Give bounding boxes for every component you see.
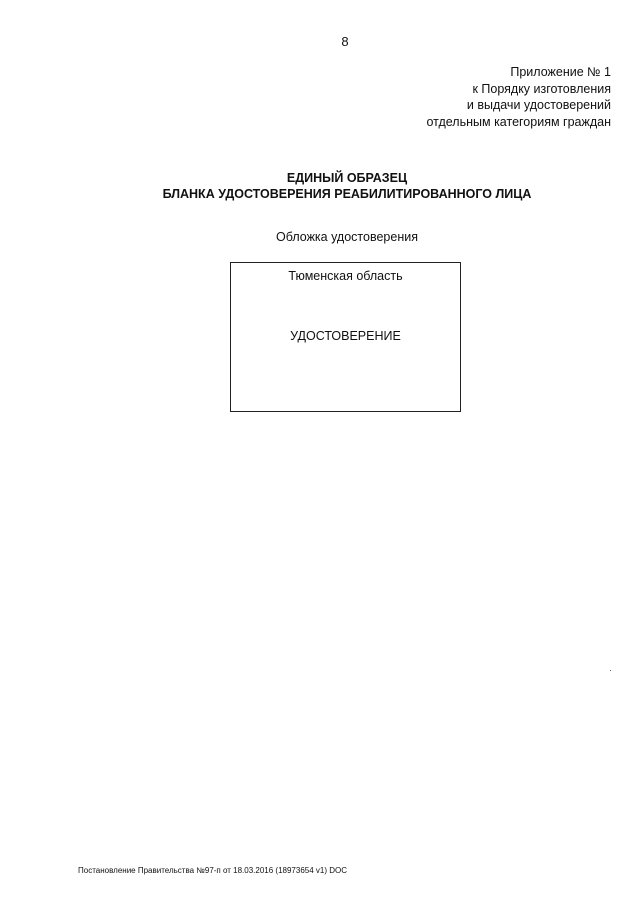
page-number: 8 bbox=[341, 34, 349, 49]
title-line-2: БЛАНКА УДОСТОВЕРЕНИЯ РЕАБИЛИТИРОВАННОГО ЛИЦА bbox=[162, 187, 532, 201]
appendix-line-1: Приложение № 1 bbox=[510, 65, 611, 79]
certificate-cover-frame bbox=[230, 262, 461, 412]
appendix-line-2: к Порядку изготовления bbox=[472, 81, 611, 96]
document-title bbox=[0, 170, 640, 202]
title-line-1: ЕДИНЫЙ ОБРАЗЕЦ bbox=[286, 171, 408, 185]
cover-region-name: Тюменская область bbox=[288, 269, 403, 283]
appendix-reference bbox=[426, 64, 611, 130]
cover-document-name: УДОСТОВЕРЕНИЕ bbox=[290, 329, 401, 343]
scan-speck bbox=[610, 670, 611, 671]
cover-label: Обложка удостоверения bbox=[276, 230, 418, 244]
appendix-line-3: и выдачи удостоверений bbox=[466, 98, 611, 112]
footer-reference: Постановление Правительства №97-п от 18.03.2016 (18973654 v1) DOC bbox=[78, 866, 348, 875]
appendix-line-4: отдельным категориям граждан bbox=[426, 114, 611, 129]
